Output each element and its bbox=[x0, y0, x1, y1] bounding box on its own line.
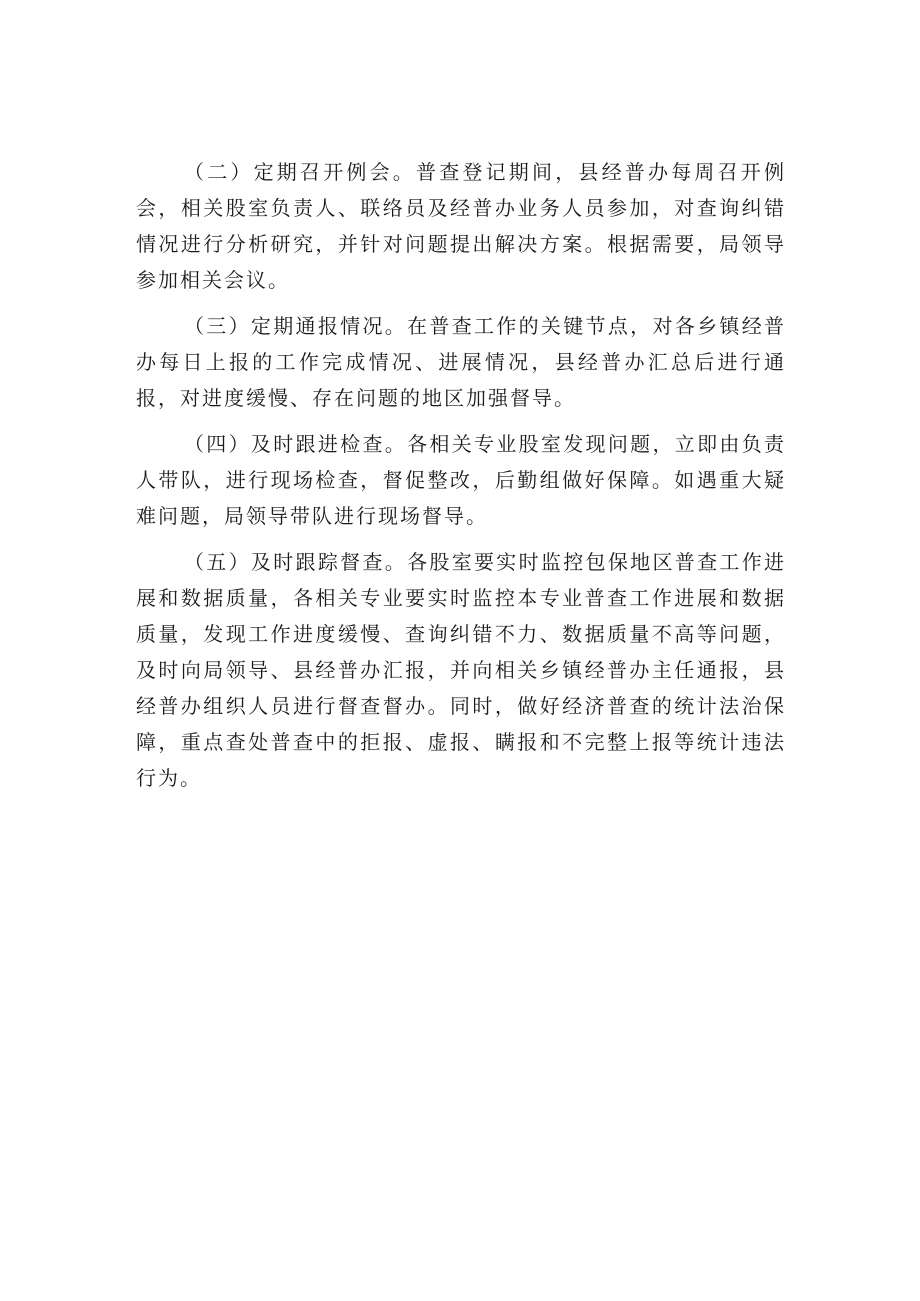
paragraph-timely-inspection: （四）及时跟进检查。各相关专业股室发现问题，立即由负责人带队，进行现场检查，督促整改，后勤组做好保障。如遇重大疑难问题，局领导带队进行现场督导。 bbox=[136, 432, 786, 528]
paragraph-timely-supervision: （五）及时跟踪督查。各股室要实时监控包保地区普查工作进展和数据质量，各相关专业要实时监控本专业普查工作进展和数据质量，发现工作进度缓慢、查询纠错不力、数据质量不高等问题，及时向局领导、县经普办汇报，并向相关乡镇经普办主任通报，县经普办组织人员进行督查督办。同时，做好经济普查的统计法治保障，重点查处普查中的拒报、虚报、瞒报和不完整上报等统计违法行为。 bbox=[136, 550, 786, 790]
document-body bbox=[136, 154, 786, 806]
paragraph-regular-reports: （三）定期通报情况。在普查工作的关键节点，对各乡镇经普办每日上报的工作完成情况、进展情况，县经普办汇总后进行通报，对进度缓慢、存在问题的地区加强督导。 bbox=[136, 314, 786, 410]
paragraph-regular-meetings: （二）定期召开例会。普查登记期间，县经普办每周召开例会，相关股室负责人、联络员及经普办业务人员参加，对查询纠错情况进行分析研究，并针对问题提出解决方案。根据需要，局领导参加相关会议。 bbox=[136, 160, 786, 292]
